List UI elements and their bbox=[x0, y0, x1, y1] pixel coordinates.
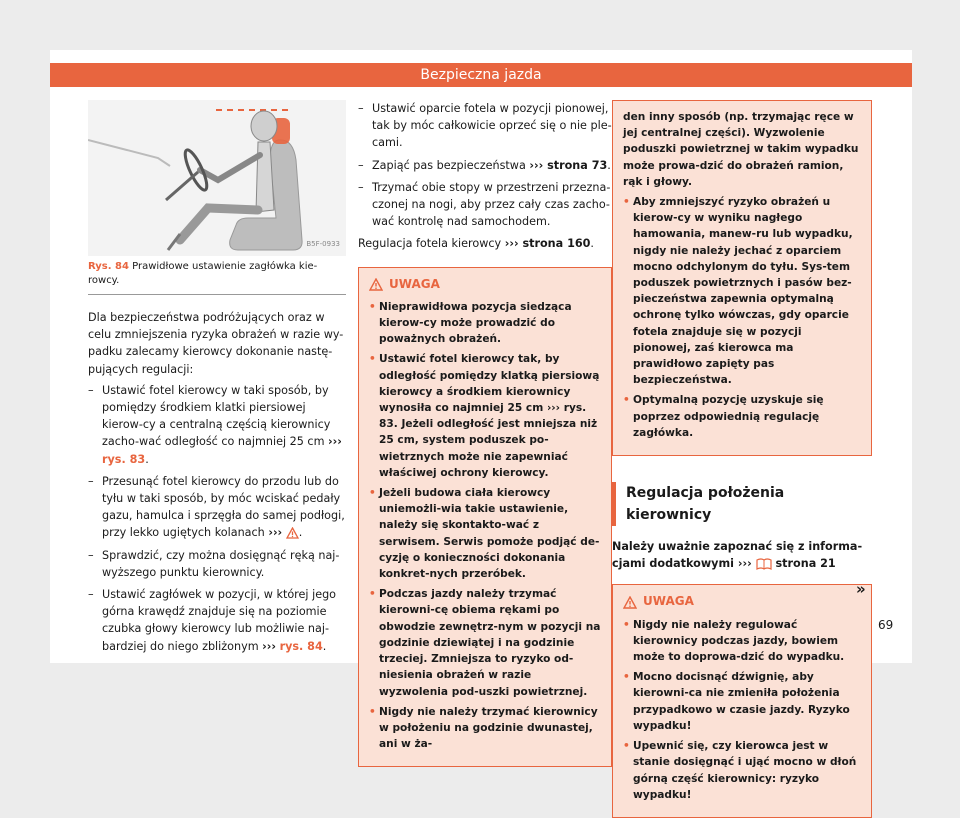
list-item-text: Ustawić fotel kierowcy w taki sposób, by pomiędzy środkiem klatki piersiowej kierow-cy a centralną częścią kierownicy zacho-wać odległość co najmniej 25 cm bbox=[102, 383, 331, 449]
figure-driver-seat bbox=[88, 100, 346, 256]
list-item bbox=[358, 179, 612, 231]
column-middle bbox=[358, 100, 612, 767]
book-icon[interactable] bbox=[756, 558, 772, 570]
figure-caption-text: Prawidłowe ustawienie zagłówka kie-rowcy. bbox=[88, 261, 318, 286]
page-header: Bezpieczna jazda bbox=[50, 63, 912, 87]
list-item-text: Ustawić oparcie fotela w pozycji pionowej, tak by móc całkowicie oprzeć się o nie ple-cami. bbox=[372, 102, 612, 150]
list-item-text: Zapiąć pas bezpieczeństwa bbox=[372, 158, 526, 172]
seat-adjust-text: Regulacja fotela kierowcy bbox=[358, 237, 502, 251]
list-item-text: Sprawdzić, czy można dosięgnąć ręką naj-wyższego punktu kierownicy. bbox=[102, 548, 340, 579]
warning-item: • Mocno docisnąć dźwignię, aby kierowni-ca nie zmieniła położenia przypadkowo w czasie jazdy. Ryzyko wypadku! bbox=[623, 669, 861, 734]
warning-box-steering bbox=[612, 584, 872, 817]
warning-continuation: den inny sposób (np. trzymając ręce w jej centralnej części). Wyzwolenie poduszki powietrznej w takim wypadku może prowa-dzić do obrażeń ramion, rąk i głowy. bbox=[623, 111, 859, 188]
warning-title bbox=[369, 276, 601, 293]
page-reference-link[interactable]: ››› strona 73 bbox=[529, 158, 608, 172]
section-intro-text: Należy uważnie zapoznać się z informa-cjami dodatkowymi bbox=[612, 540, 863, 571]
warning-triangle-icon bbox=[623, 596, 637, 609]
figure-caption-number: Rys. 84 bbox=[88, 261, 129, 272]
figure-reference-link[interactable]: rys. 83 bbox=[102, 452, 146, 466]
reference-arrow: ››› bbox=[262, 639, 276, 653]
warning-item: • Optymalną pozycję uzyskuje się poprzez odpowiednią regulację zagłówka. bbox=[623, 392, 861, 441]
warning-list bbox=[623, 617, 861, 803]
figure-reference-link[interactable]: rys. 84 bbox=[279, 639, 323, 653]
reference-arrow: ››› bbox=[737, 557, 752, 571]
list-item-text: Przesunąć fotel kierowcy do przodu lub do tyłu w taki sposób, by móc wciskać pedały gazu, hamulca i sprzęgła do samej podłogi, przy lekko ugiętych kolanach bbox=[102, 474, 345, 540]
warning-item: • Nieprawidłowa pozycja siedząca kierow-cy może prowadzić do poważnych obrażeń. bbox=[369, 299, 601, 348]
warning-item: • Aby zmniejszyć ryzyko obrażeń u kierow-cy w wyniku nagłego hamowania, manew-ru lub wypadku, nigdy nie należy jechać z oparciem mocno odchylonym do tyłu. Sys-tem poduszek powietrznych i pasów bez-pieczeństwa zapewnia optymalną ochronę tylko wówczas, gdy oparcie fotela znajduje się w pozycji pionowej, zaś kierowca ma prawidłowo zapięty pas bezpieczeństwa. bbox=[623, 194, 861, 388]
warning-box-continued bbox=[612, 100, 872, 456]
intro-paragraph: Dla bezpieczeństwa podróżujących oraz w celu zmniejszenia ryzyka obrażeń w razie wy-padku zalecamy kierowcy dokonanie nastę-pujących regulacji: bbox=[88, 311, 344, 376]
warning-title-text: UWAGA bbox=[643, 594, 694, 609]
warning-box bbox=[358, 267, 612, 768]
page-reference-link[interactable]: strona 21 bbox=[775, 557, 836, 571]
column-right bbox=[612, 100, 872, 818]
warning-item: • Jeżeli budowa ciała kierowcy uniemożli-wia takie ustawienie, należy się skontakto-wać z serwisem. Serwis pomoże podjąć de-cyzję o konieczności dokonania konkret-nych przeróbek. bbox=[369, 485, 601, 582]
section-title: Regulacja położenia kierownicy bbox=[612, 482, 872, 526]
figure-code: B5F-0933 bbox=[306, 239, 340, 248]
list-item: – Przesunąć fotel kierowcy do przodu lub do tyłu w taki sposób, by móc wciskać pedały gazu, hamulca i sprzęgła do samej podłogi, przy lekko ugiętych kolanach ››› . bbox=[88, 473, 346, 542]
column-left bbox=[88, 100, 346, 660]
list-item-text: Ustawić zagłówek w pozycji, w której jego górna krawędź znajduje się na poziomie czubka głowy kierowcy lub możliwie naj-bardziej do niego zbliżonym bbox=[102, 588, 337, 653]
list-item: – Ustawić fotel kierowcy w taki sposób, by pomiędzy środkiem klatki piersiowej kierow-cy a centralną częścią kierownicy zacho-wać odległość co najmniej 25 cm ››› rys. 83. bbox=[88, 382, 346, 468]
continue-arrow: » bbox=[856, 580, 866, 598]
list-item bbox=[358, 100, 612, 152]
list-item: – Zapiąć pas bezpieczeństwa ››› strona 73. bbox=[358, 157, 612, 174]
warning-item: • Nigdy nie należy regulować kierownicy podczas jazdy, bowiem może to doprowa-dzić do wypadku. bbox=[623, 617, 861, 666]
list-item: – Ustawić zagłówek w pozycji, w której jego górna krawędź znajduje się na poziomie czubka głowy kierowcy lub możliwie naj-bardziej do niego zbliżonym ››› rys. 84. bbox=[88, 586, 346, 655]
reference-arrow: ››› bbox=[328, 435, 342, 449]
figure-caption bbox=[88, 260, 346, 295]
page-number: 69 bbox=[878, 618, 894, 632]
list-item bbox=[88, 547, 346, 581]
adjustment-list bbox=[88, 382, 346, 655]
warning-item: • Nigdy nie należy trzymać kierownicy w położeniu na godzinie dwunastej, ani w ża- bbox=[369, 704, 601, 753]
adjustment-list-continued bbox=[358, 100, 612, 230]
warning-list bbox=[369, 299, 601, 752]
page-reference-link[interactable]: ››› strona 160 bbox=[504, 237, 591, 251]
warning-item: • Ustawić fotel kierowcy tak, by odległość pomiędzy klatką piersiową kierowcy a środkiem kierownicy wynosiła co najmniej 25 cm ››› rys. 83. Jeżeli odległość jest mniejsza niż 25 cm, system poduszek po-wietrznych może nie zapewniać właściwej ochrony kierowcy. bbox=[369, 351, 601, 481]
seat-illustration bbox=[88, 100, 346, 256]
warning-title bbox=[623, 593, 861, 610]
reference-arrow: ››› bbox=[268, 526, 283, 540]
warning-triangle-icon bbox=[369, 278, 383, 291]
warning-item: • Upewnić się, czy kierowca jest w stanie dosięgnąć i ująć mocno w dłoń górną część kierownicy: ryzyko wypadku! bbox=[623, 738, 861, 803]
warning-item: • Podczas jazdy należy trzymać kierowni-cę obiema rękami po obwodzie zewnętrz-nym w pozycji na godzinie dziewiątej i na godzinie trzeciej. Zmniejsza to ryzyko od-niesienia obrażeń w razie wyzwolenia pod-uszki powietrznej. bbox=[369, 586, 601, 699]
warning-list bbox=[623, 194, 861, 441]
list-item-text: Trzymać obie stopy w przestrzeni przezna-czonej na nogi, aby przez cały czas zacho-wać kontrolę nad samochodem. bbox=[372, 180, 611, 229]
warning-triangle-icon[interactable] bbox=[286, 527, 299, 539]
seat-adjust-paragraph: Regulacja fotela kierowcy ››› strona 160. bbox=[358, 237, 594, 251]
warning-title-text: UWAGA bbox=[389, 276, 440, 291]
section-intro bbox=[612, 538, 872, 572]
